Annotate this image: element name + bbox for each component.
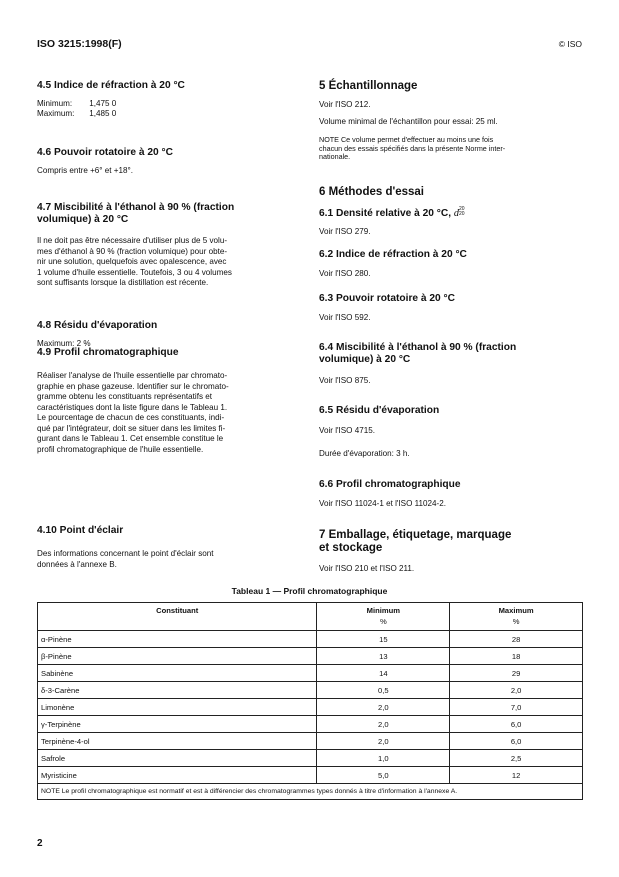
header-minimum-unit: % bbox=[379, 617, 387, 626]
section-6-2-title: 6.2 Indice de réfraction à 20 °C bbox=[319, 249, 467, 260]
section-7-title-line1: 7 Emballage, étiquetage, marquage bbox=[319, 529, 512, 541]
table-row bbox=[38, 648, 583, 665]
header-maximum bbox=[450, 603, 583, 631]
min-value: 13 bbox=[317, 648, 450, 665]
refraction-max bbox=[37, 109, 116, 119]
text-line: graphie en phase gazeuse. Identifier sur le chromato- bbox=[37, 381, 229, 391]
section-5-note bbox=[319, 136, 574, 162]
section-6-4-title-line1: 6.4 Miscibilité à l'éthanol à 90 % (fraction bbox=[319, 342, 517, 353]
table-row bbox=[38, 716, 583, 733]
max-value: 6,0 bbox=[450, 716, 583, 733]
text-line: profil chromatographique de l'huile essentielle. bbox=[37, 444, 204, 454]
text-line: mes d'éthanol à 90 % (fraction volumique) pour obte- bbox=[37, 246, 228, 256]
min-value: 1,475 0 bbox=[89, 99, 117, 108]
note-line: NOTE Ce volume permet d'effectuer au moins une fois bbox=[319, 135, 494, 144]
note-line: nationale. bbox=[319, 152, 351, 161]
text-line: sont suffisants lorsque la distillation est récente. bbox=[37, 278, 209, 287]
section-4-5-title: 4.5 Indice de réfraction à 20 °C bbox=[37, 80, 185, 91]
chromatographic-profile-table bbox=[37, 602, 583, 800]
section-5-title: 5 Échantillonnage bbox=[319, 80, 418, 92]
section-4-10-title: 4.10 Point d'éclair bbox=[37, 525, 124, 536]
header-maximum-label: Maximum bbox=[498, 606, 534, 615]
max-value: 1,485 0 bbox=[89, 109, 117, 118]
table-header-row bbox=[38, 603, 583, 631]
section-6-1-title-text: 6.1 Densité relative à 20 °C, bbox=[319, 208, 452, 219]
section-5-text2: Volume minimal de l'échantillon pour essai: 25 ml. bbox=[319, 117, 498, 126]
section-6-3-title: 6.3 Pouvoir rotatoire à 20 °C bbox=[319, 293, 455, 304]
section-6-2-text: Voir l'ISO 280. bbox=[319, 269, 371, 278]
constituent-name: Myristicine bbox=[38, 767, 317, 784]
max-value: 2,0 bbox=[450, 682, 583, 699]
density-sup: 20 bbox=[459, 206, 465, 212]
text-line: nir une solution, quelquefois avec opalescence, avec bbox=[37, 257, 227, 266]
min-value: 2,0 bbox=[317, 733, 450, 750]
text-line: données à l'annexe B. bbox=[37, 559, 117, 569]
section-5-text1: Voir l'ISO 212. bbox=[319, 100, 371, 109]
text-line: qué par l'intégrateur, doit se situer dans les limites fi- bbox=[37, 423, 226, 433]
table-note-row bbox=[38, 784, 583, 800]
section-7-text: Voir l'ISO 210 et l'ISO 211. bbox=[319, 564, 415, 573]
max-value: 28 bbox=[450, 631, 583, 648]
text-line: caractéristiques dont la liste figure dans le Tableau 1. bbox=[37, 402, 228, 412]
section-6-title: 6 Méthodes d'essai bbox=[319, 186, 424, 198]
min-value: 15 bbox=[317, 631, 450, 648]
copyright: © ISO bbox=[558, 39, 582, 49]
constituent-name: β-Pinène bbox=[38, 648, 317, 665]
text-line: gurant dans le Tableau 1. Cet ensemble constitue le bbox=[37, 434, 224, 443]
text-line: Des informations concernant le point d'éclair sont bbox=[37, 549, 214, 558]
section-6-5-text1: Voir l'ISO 4715. bbox=[319, 426, 375, 435]
section-4-8-text: Maximum: 2 % bbox=[37, 339, 91, 348]
note-line: chacun des essais spécifiés dans la présente Norme inter- bbox=[319, 143, 506, 153]
table-row bbox=[38, 733, 583, 750]
max-value: 7,0 bbox=[450, 699, 583, 716]
table-row bbox=[38, 631, 583, 648]
section-6-4-text: Voir l'ISO 875. bbox=[319, 376, 371, 385]
density-indices bbox=[459, 207, 465, 217]
section-4-7-title-line1: 4.7 Miscibilité à l'éthanol à 90 % (fraction bbox=[37, 202, 235, 213]
table-note: NOTE Le profil chromatographique est normatif et est à différencier des chromatogrammes types donnés à titre d'information à l'annexe A. bbox=[38, 784, 583, 800]
section-6-6-title: 6.6 Profil chromatographique bbox=[319, 479, 461, 490]
min-value: 1,0 bbox=[317, 750, 450, 767]
table-row bbox=[38, 767, 583, 784]
constituent-name: Limonène bbox=[38, 699, 317, 716]
min-label: Minimum: bbox=[37, 99, 73, 108]
constituent-name: γ-Terpinène bbox=[38, 716, 317, 733]
max-value: 29 bbox=[450, 665, 583, 682]
header-constituent: Constituant bbox=[38, 603, 317, 631]
max-value: 18 bbox=[450, 648, 583, 665]
header-minimum bbox=[317, 603, 450, 631]
density-symbol: d bbox=[453, 208, 459, 219]
header-minimum-label: Minimum bbox=[366, 606, 400, 615]
max-label: Maximum: bbox=[37, 109, 75, 118]
refraction-min bbox=[37, 99, 116, 109]
min-value: 5,0 bbox=[317, 767, 450, 784]
section-6-4-title-line2: volumique) à 20 °C bbox=[319, 354, 411, 365]
constituent-name: Sabinène bbox=[38, 665, 317, 682]
header-maximum-unit: % bbox=[512, 617, 520, 626]
min-value: 2,0 bbox=[317, 699, 450, 716]
max-value: 12 bbox=[450, 767, 583, 784]
section-4-9-title: 4.9 Profil chromatographique bbox=[37, 347, 179, 358]
constituent-name: α-Pinène bbox=[38, 631, 317, 648]
section-6-5-text2: Durée d'évaporation: 3 h. bbox=[319, 449, 410, 458]
constituent-name: Safrole bbox=[38, 750, 317, 767]
max-value: 6,0 bbox=[450, 733, 583, 750]
section-6-1-title bbox=[319, 207, 465, 220]
table-row bbox=[38, 682, 583, 699]
text-line: 1 volume d'huile essentielle. Toutefois, 3 ou 4 volumes bbox=[37, 267, 232, 277]
max-value: 2,5 bbox=[450, 750, 583, 767]
document-id: ISO 3215:1998(F) bbox=[37, 38, 122, 50]
text-line: Il ne doit pas être nécessaire d'utiliser plus de 5 volu- bbox=[37, 236, 228, 245]
section-4-8-title: 4.8 Résidu d'évaporation bbox=[37, 320, 158, 331]
section-6-5-title: 6.5 Résidu d'évaporation bbox=[319, 405, 440, 416]
table-caption: Tableau 1 — Profil chromatographique bbox=[231, 586, 388, 596]
page-number: 2 bbox=[37, 838, 43, 849]
table-row bbox=[38, 750, 583, 767]
min-value: 14 bbox=[317, 665, 450, 682]
section-6-6-text: Voir l'ISO 11024-1 et l'ISO 11024-2. bbox=[319, 499, 446, 508]
table-row bbox=[38, 665, 583, 682]
section-4-10-body bbox=[37, 549, 292, 570]
text-line: Le pourcentage de chacun de ces constituants, indi- bbox=[37, 413, 225, 422]
min-value: 2,0 bbox=[317, 716, 450, 733]
text-line: Réaliser l'analyse de l'huile essentielle par chromato- bbox=[37, 371, 228, 380]
section-4-7-body bbox=[37, 236, 292, 289]
section-4-7-title-line2: volumique) à 20 °C bbox=[37, 214, 129, 225]
section-4-9-body bbox=[37, 371, 292, 455]
section-4-6-title: 4.6 Pouvoir rotatoire à 20 °C bbox=[37, 147, 173, 158]
density-sub: 20 bbox=[459, 211, 465, 217]
section-6-3-text: Voir l'ISO 592. bbox=[319, 313, 371, 322]
section-7-title-line2: et stockage bbox=[319, 542, 383, 554]
text-line: gramme obtenu les constituants représentatifs et bbox=[37, 392, 213, 401]
table-row bbox=[38, 699, 583, 716]
constituent-name: δ-3-Carène bbox=[38, 682, 317, 699]
section-4-6-text: Compris entre +6° et +18°. bbox=[37, 166, 134, 175]
constituent-name: Terpinène-4-ol bbox=[38, 733, 317, 750]
min-value: 0,5 bbox=[317, 682, 450, 699]
section-6-1-text: Voir l'ISO 279. bbox=[319, 227, 371, 236]
